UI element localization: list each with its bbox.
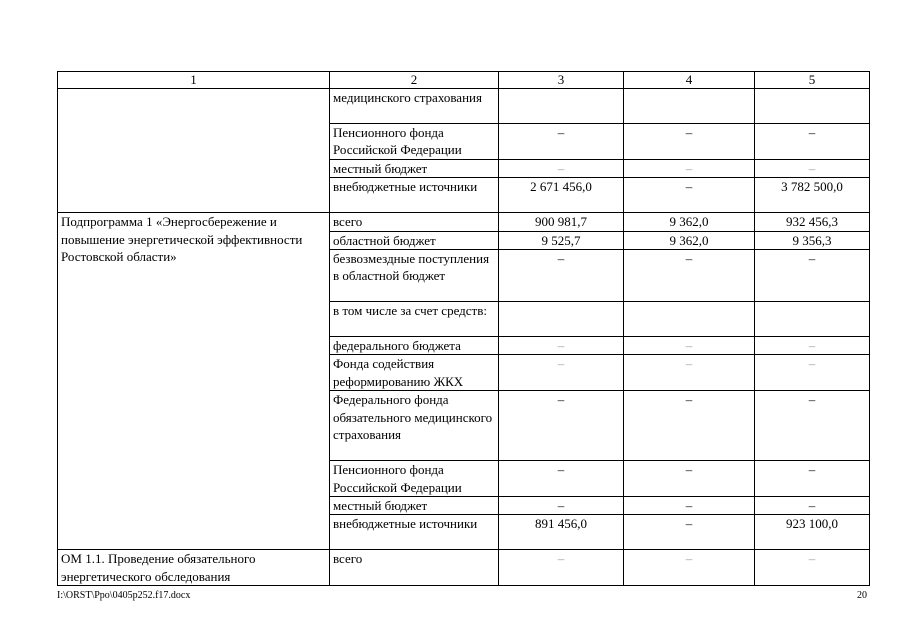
value-col-3: – bbox=[499, 159, 624, 177]
header-col-4: 4 bbox=[624, 72, 755, 89]
row-label: федерального бюджета bbox=[330, 337, 499, 355]
continued-program-cell bbox=[58, 89, 330, 213]
row-label: в том числе за счет средств: bbox=[330, 302, 499, 337]
value-col-5: 923 100,0 bbox=[755, 515, 870, 550]
value-col-3: – bbox=[499, 124, 624, 160]
value-col-4: 9 362,0 bbox=[624, 213, 755, 231]
value-col-5: – bbox=[755, 355, 870, 391]
table-row bbox=[58, 550, 870, 586]
subprogram-title: Подпрограмма 1 «Энергосбережение и повышение энергетической эффективности Ростовской области» bbox=[58, 213, 330, 550]
value-col-5: 932 456,3 bbox=[755, 213, 870, 231]
header-col-2: 2 bbox=[330, 72, 499, 89]
row-label: внебюджетные источники bbox=[330, 515, 499, 550]
header-col-1: 1 bbox=[58, 72, 330, 89]
row-label: местный бюджет bbox=[330, 497, 499, 515]
activity-title: ОМ 1.1. Проведение обязательного энергетического обследования bbox=[58, 550, 330, 586]
table-row bbox=[58, 213, 870, 231]
value-col-4: 9 362,0 bbox=[624, 231, 755, 249]
budget-table bbox=[57, 71, 870, 586]
row-label: безвозмездные поступления в областной бюджет bbox=[330, 250, 499, 302]
value-col-3: – bbox=[499, 461, 624, 497]
row-label: медицинского страхования bbox=[330, 89, 499, 124]
value-col-4: – bbox=[624, 497, 755, 515]
value-col-4: – bbox=[624, 124, 755, 160]
value-col-3: – bbox=[499, 355, 624, 391]
value-col-3: – bbox=[499, 337, 624, 355]
value-col-5: – bbox=[755, 550, 870, 586]
value-col-5: 3 782 500,0 bbox=[755, 178, 870, 213]
value-col-3: 891 456,0 bbox=[499, 515, 624, 550]
value-col-4: – bbox=[624, 355, 755, 391]
value-col-4: – bbox=[624, 337, 755, 355]
value-col-4: – bbox=[624, 550, 755, 586]
value-col-5: – bbox=[755, 391, 870, 461]
value-col-5: – bbox=[755, 497, 870, 515]
row-label: Пенсионного фонда Российской Федерации bbox=[330, 461, 499, 497]
value-col-4: – bbox=[624, 159, 755, 177]
footer-file-path: I:\ORST\Ppo\0405p252.f17.docx bbox=[57, 590, 191, 601]
page-number: 20 bbox=[857, 590, 867, 601]
row-label: всего bbox=[330, 213, 499, 231]
value-col-5: – bbox=[755, 159, 870, 177]
value-col-4: – bbox=[624, 178, 755, 213]
value-col-3 bbox=[499, 302, 624, 337]
value-col-5 bbox=[755, 89, 870, 124]
value-col-4: – bbox=[624, 515, 755, 550]
value-col-5: – bbox=[755, 124, 870, 160]
value-col-4: – bbox=[624, 250, 755, 302]
value-col-3: 900 981,7 bbox=[499, 213, 624, 231]
row-label: внебюджетные источники bbox=[330, 178, 499, 213]
value-col-3: – bbox=[499, 250, 624, 302]
value-col-3: 2 671 456,0 bbox=[499, 178, 624, 213]
row-label: Фонда содействия реформированию ЖКХ bbox=[330, 355, 499, 391]
value-col-3 bbox=[499, 89, 624, 124]
header-col-5: 5 bbox=[755, 72, 870, 89]
header-col-3: 3 bbox=[499, 72, 624, 89]
row-label: местный бюджет bbox=[330, 159, 499, 177]
row-label: областной бюджет bbox=[330, 231, 499, 249]
row-label: Федерального фонда обязательного медицинского страхования bbox=[330, 391, 499, 461]
row-label: Пенсионного фонда Российской Федерации bbox=[330, 124, 499, 160]
value-col-4 bbox=[624, 302, 755, 337]
row-label: всего bbox=[330, 550, 499, 586]
value-col-5: – bbox=[755, 250, 870, 302]
value-col-3: 9 525,7 bbox=[499, 231, 624, 249]
value-col-3: – bbox=[499, 391, 624, 461]
value-col-4: – bbox=[624, 461, 755, 497]
value-col-4: – bbox=[624, 391, 755, 461]
header-row bbox=[58, 72, 870, 89]
value-col-5: – bbox=[755, 337, 870, 355]
value-col-5: 9 356,3 bbox=[755, 231, 870, 249]
value-col-4 bbox=[624, 89, 755, 124]
value-col-3: – bbox=[499, 550, 624, 586]
value-col-5: – bbox=[755, 461, 870, 497]
table-row bbox=[58, 89, 870, 124]
value-col-5 bbox=[755, 302, 870, 337]
value-col-3: – bbox=[499, 497, 624, 515]
